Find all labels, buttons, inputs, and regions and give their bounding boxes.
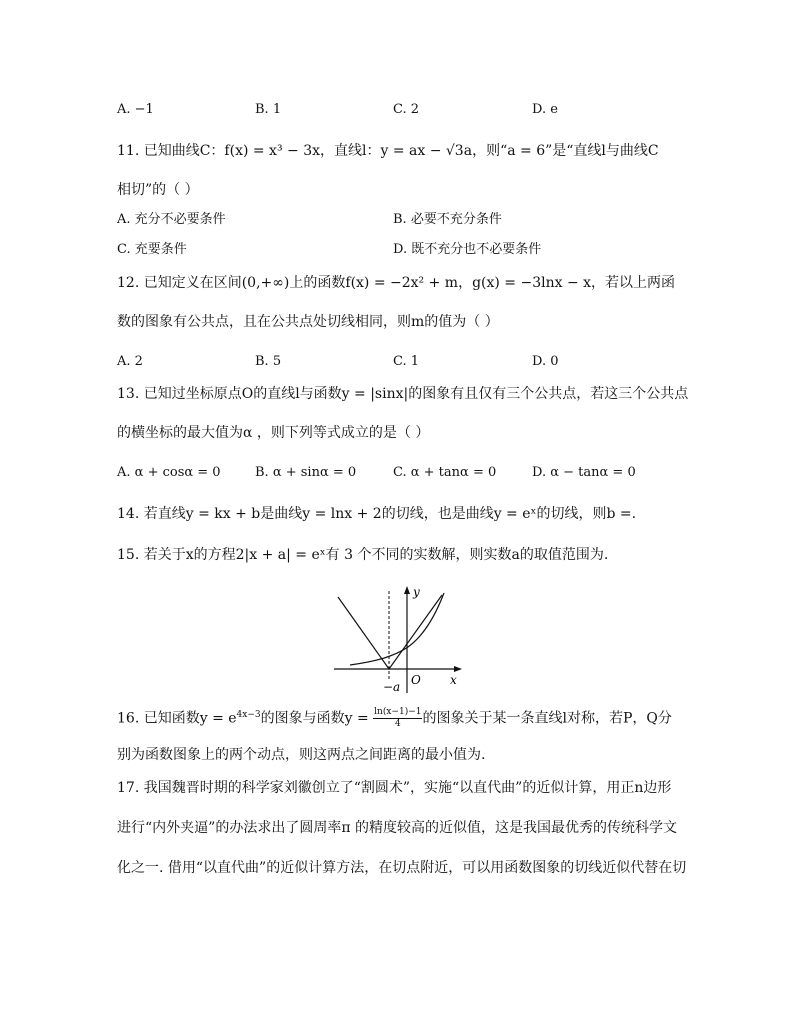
q16-fraction [373, 707, 422, 730]
q12-option-d: D. 0 [532, 354, 559, 369]
q10-option-b: B. 1 [255, 102, 282, 117]
q10-option-c: C. 2 [393, 102, 420, 117]
q15-stem: 15. 若关于x的方程2|x + a| = eˣ有 3 个不同的实数解，则实数a的取值范围为. [117, 547, 609, 563]
q16-fraction-denominator: 4 [394, 719, 401, 730]
q16-prefix: 16. 已知函数y = e [117, 710, 237, 727]
q13-stem-line2: 的横坐标的最大值为α ，则下列等式成立的是（ ） [117, 425, 430, 441]
q15-figure [330, 583, 470, 698]
q11-option-d: D. 既不充分也不必要条件 [393, 242, 542, 257]
q16-suffix: 的图象关于某一条直线l对称，若P，Q分 [422, 710, 672, 727]
q16-exponent: 4x−3 [236, 710, 261, 720]
exponential-curve [350, 593, 444, 665]
q12-option-c: C. 1 [393, 354, 420, 369]
x-axis-label: x [450, 673, 457, 687]
q12-option-a: A. 2 [117, 354, 143, 369]
q11-option-a: A. 充分不必要条件 [117, 212, 226, 227]
q13-option-c: C. α + tanα = 0 [393, 465, 497, 480]
q11-option-b: B. 必要不充分条件 [393, 212, 502, 227]
v-shape-curve [338, 595, 442, 669]
q17-stem-line1: 17. 我国魏晋时期的科学家刘徽创立了“割圆术”，实施“以直代曲”的近似计算，用正n边形 [117, 780, 672, 796]
origin-label: O [411, 673, 421, 687]
q13-option-a: A. α + cosα = 0 [117, 465, 221, 480]
q17-stem-line3: 化之一. 借用“以直代曲”的近似计算方法，在切点附近，可以用函数图象的切线近似代替在切 [117, 860, 687, 876]
q11-stem-line2: 相切”的（ ） [117, 182, 199, 198]
q11-option-c: C. 充要条件 [117, 242, 187, 257]
q16-fraction-numerator: ln(x−1)−1 [374, 707, 422, 718]
q12-option-b: B. 5 [255, 354, 282, 369]
q10-option-a: A. −1 [117, 102, 154, 117]
q14-stem: 14. 若直线y = kx + b是曲线y = lnx + 2的切线，也是曲线y = eˣ的切线，则b =. [117, 506, 637, 522]
y-axis-label: y [413, 585, 420, 599]
q12-stem-line2: 数的图象有公共点，且在公共点处切线相同，则m的值为（ ） [117, 314, 499, 330]
q13-option-d: D. α − tanα = 0 [532, 465, 636, 480]
q13-option-b: B. α + sinα = 0 [255, 465, 357, 480]
q16-mid: 的图象与函数y = [260, 710, 374, 727]
q12-stem-line1: 12. 已知定义在区间(0,+∞)上的函数f(x) = −2x² + m，g(x) = −3lnx − x，若以上两函 [117, 275, 676, 291]
q16-stem-line1 [117, 705, 672, 730]
q17-stem-line2: 进行“内外夹逼”的办法求出了圆周率π 的精度较高的近似值，这是我国最优秀的传统科学文 [117, 820, 677, 836]
q11-stem-line1: 11. 已知曲线C：f(x) = x³ − 3x，直线l：y = ax − √3a，则“a = 6”是“直线l与曲线C [117, 143, 659, 159]
q13-stem-line1: 13. 已知过坐标原点O的直线l与函数y = |sinx|的图象有且仅有三个公共点，若这三个公共点 [117, 386, 689, 402]
q10-option-d: D. e [532, 102, 558, 117]
neg-a-label: −a [383, 680, 401, 694]
x-axis-arrow [454, 666, 462, 672]
q16-stem-line2: 别为函数图象上的两个动点，则这两点之间距离的最小值为. [117, 747, 486, 763]
y-axis-arrow [404, 586, 410, 594]
